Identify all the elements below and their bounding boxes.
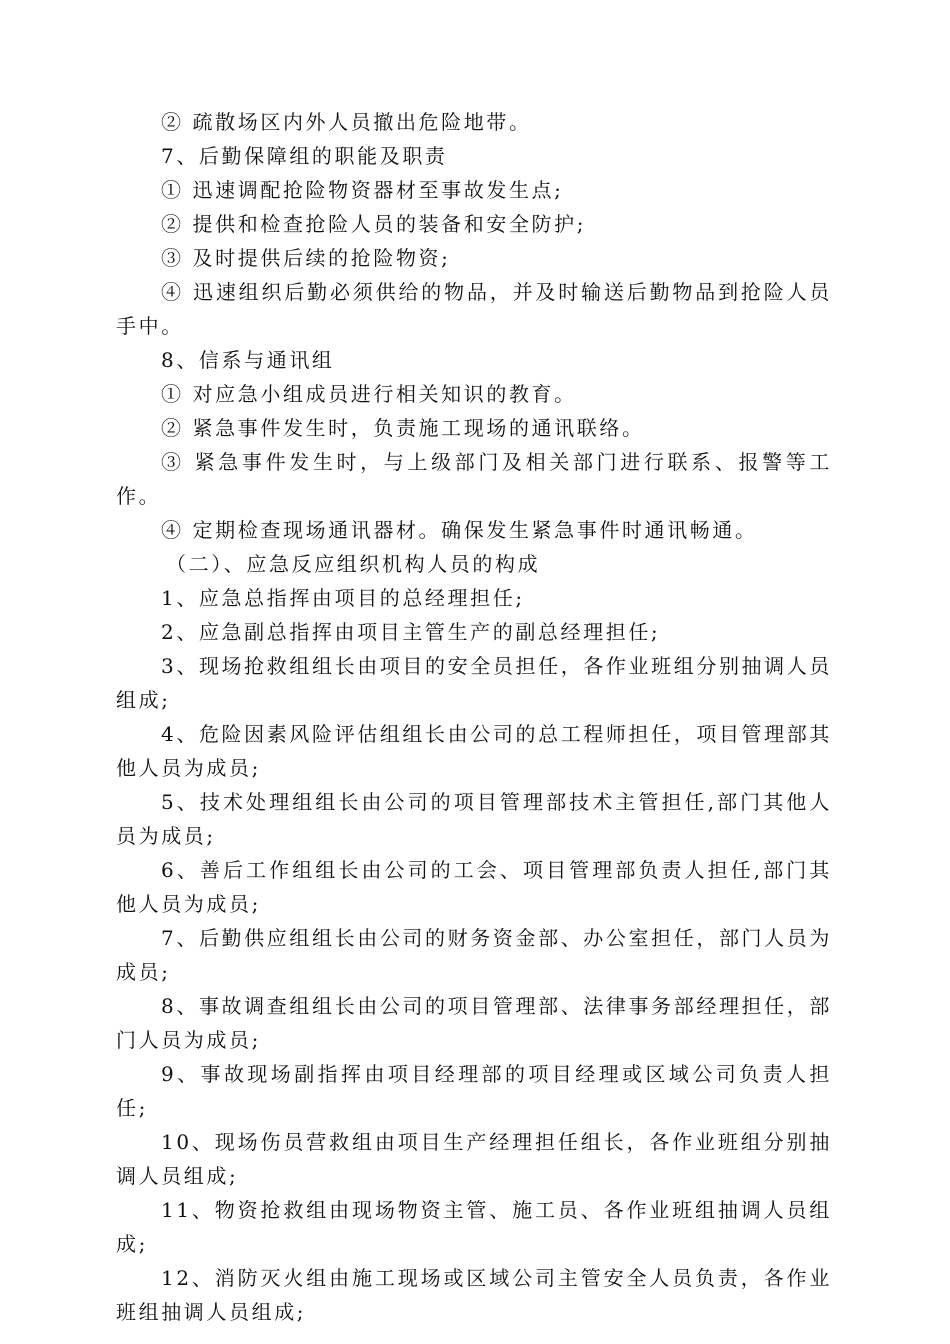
section-heading: （二）、应急反应组织机构人员的构成: [166, 552, 541, 576]
paragraph: 2、应急副总指挥由项目主管生产的副总经理担任;: [161, 620, 661, 644]
paragraph: 5、技术处理组组长由公司的项目管理部技术主管担任,部门其他人员为成员;: [116, 790, 832, 848]
paragraph: 10、现场伤员营救组由项目生产经理担任组长，各作业班组分别抽调人员组成;: [116, 1130, 832, 1188]
paragraph: 12、消防灭火组由施工现场或区域公司主管安全人员负责，各作业班组抽调人员组成;: [116, 1266, 832, 1324]
section-heading: 7、后勤保障组的职能及职责: [161, 144, 448, 168]
paragraph: ① 对应急小组成员进行相关知识的教育。: [161, 382, 577, 406]
paragraph: 8、事故调查组组长由公司的项目管理部、法律事务部经理担任，部门人员为成员;: [116, 994, 832, 1052]
document-body: [116, 105, 832, 1329]
paragraph: 7、后勤供应组组长由公司的财务资金部、办公室担任，部门人员为成员;: [116, 926, 832, 984]
paragraph: ④ 定期检查现场通讯器材。确保发生紧急事件时通讯畅通。: [161, 518, 758, 542]
paragraph: 1、应急总指挥由项目的总经理担任;: [161, 586, 525, 610]
paragraph: 3、现场抢救组组长由项目的安全员担任，各作业班组分别抽调人员组成;: [116, 654, 832, 712]
paragraph: 9、事故现场副指挥由项目经理部的项目经理或区域公司负责人担任;: [116, 1062, 832, 1120]
paragraph: ② 提供和检查抢险人员的装备和安全防护;: [161, 212, 587, 236]
paragraph: ③ 紧急事件发生时，与上级部门及相关部门进行联系、报警等工作。: [116, 450, 832, 508]
paragraph: ② 疏散场区内外人员撤出危险地带。: [161, 110, 532, 134]
section-heading: 8、信系与通讯组: [161, 348, 335, 372]
paragraph: ③ 及时提供后续的抢险物资;: [161, 246, 451, 270]
paragraph: ④ 迅速组织后勤必须供给的物品，并及时输送后勤物品到抢险人员手中。: [116, 280, 832, 338]
paragraph: ② 紧急事件发生时，负责施工现场的通讯联络。: [161, 416, 645, 440]
paragraph: 11、物资抢救组由现场物资主管、施工员、各作业班组抽调人员组成;: [116, 1198, 832, 1256]
paragraph: 6、善后工作组组长由公司的工会、项目管理部负责人担任,部门其他人员为成员;: [116, 858, 832, 916]
paragraph: ① 迅速调配抢险物资器材至事故发生点;: [161, 178, 564, 202]
paragraph: 4、危险因素风险评估组组长由公司的总工程师担任，项目管理部其他人员为成员;: [116, 722, 832, 780]
